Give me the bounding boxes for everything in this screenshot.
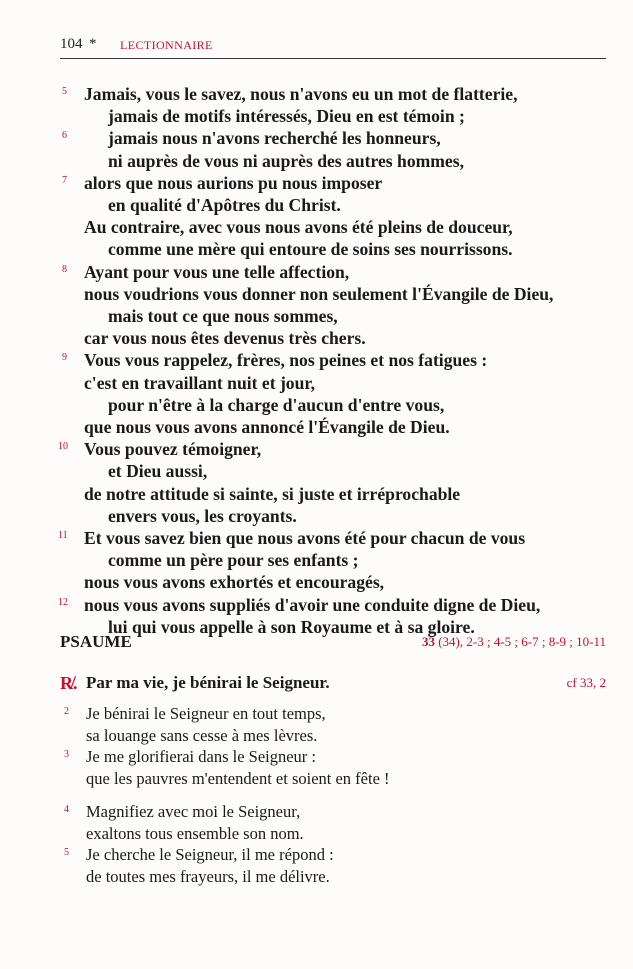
verse-number: 8 <box>62 263 67 275</box>
psalm-verse-number: 5 <box>64 847 69 858</box>
verse-number: 11 <box>58 530 68 541</box>
reading-line: nous voudrions vous donner non seulement l'Évangile de Dieu, <box>84 283 554 304</box>
verse-number: 10 <box>58 441 68 453</box>
psalm-verses: (34), 2-3 ; 4-5 ; 6-7 ; 8-9 ; 10-11 <box>434 634 606 649</box>
reading-line: en qualité d'Apôtres du Christ. <box>108 195 341 215</box>
refrain-reference: cf 33, 2 <box>566 675 606 690</box>
psalm-verse-number: 3 <box>64 749 69 760</box>
psalm-line: de toutes mes frayeurs, il me délivre. <box>86 866 330 886</box>
reading-line: Et vous savez bien que nous avons été pour chacun de vous <box>84 528 526 548</box>
star-mark: * <box>89 36 97 52</box>
reading-line: Au contraire, avec vous nous avons été pleins de douceur, <box>84 217 513 238</box>
psalm-line: Je me glorifierai dans le Seigneur : <box>86 747 317 766</box>
psalm-line: Je cherche le Seigneur, il me répond : <box>86 845 334 864</box>
reading-line: nous vous avons exhortés et encouragés, <box>84 572 385 593</box>
psalm-line: que les pauvres m'entendent et soient en fête ! <box>86 768 390 788</box>
psalm-line: Je bénirai le Seigneur en tout temps, <box>86 704 326 723</box>
reading-line: mais tout ce que nous sommes, <box>108 306 338 326</box>
running-head: LECTIONNAIRE <box>120 38 213 52</box>
reading-line: que nous vous avons annoncé l'Évangile de Dieu. <box>84 417 450 437</box>
reading-line: ni auprès de vous ni auprès des autres hommes, <box>108 150 464 171</box>
psalm-line: sa louange sans cesse à mes lèvres. <box>86 725 318 745</box>
reading-line: Vous vous rappelez, frères, nos peines et nos fatigues : <box>84 350 488 371</box>
verse-number: 6 <box>62 130 67 142</box>
reading-line: car vous nous êtes devenus très chers. <box>84 328 366 349</box>
psalm-reference <box>422 634 606 650</box>
reading-line: lui qui vous appelle à son Royaume et à sa gloire. <box>108 616 475 637</box>
page-number: 104 <box>60 36 83 52</box>
psalm-verse-number: 2 <box>64 706 69 717</box>
reading-line: comme un père pour ses enfants ; <box>108 550 359 571</box>
verse-number: 9 <box>62 352 67 364</box>
reading-line: jamais de motifs intéressés, Dieu en est témoin ; <box>108 106 465 127</box>
refrain-text: Par ma vie, je bénirai le Seigneur. <box>86 673 330 692</box>
reading-line: Jamais, vous le savez, nous n'avons eu un mot de flatterie, <box>84 84 518 104</box>
reading-line: jamais nous n'avons recherché les honneurs, <box>108 128 441 149</box>
reading-line: et Dieu aussi, <box>108 461 208 482</box>
psalm-line: Magnifiez avec moi le Seigneur, <box>86 802 301 821</box>
response-symbol: R̸. <box>60 673 78 693</box>
page-header <box>60 36 606 59</box>
verse-number: 5 <box>62 86 67 97</box>
psalm-number: 33 <box>421 634 435 649</box>
reading-line: de notre attitude si sainte, si juste et irréprochable <box>84 483 461 504</box>
reading-line: envers vous, les croyants. <box>108 505 297 526</box>
reading-line: Vous pouvez témoigner, <box>84 439 262 460</box>
reading-line: alors que nous aurions pu nous imposer <box>84 172 383 193</box>
verse-number: 7 <box>62 174 67 186</box>
verse-number: 12 <box>58 596 68 608</box>
reading-line: Ayant pour vous une telle affection, <box>84 261 350 282</box>
reading-line: nous vous avons suppliés d'avoir une conduite digne de Dieu, <box>84 594 541 615</box>
reading-line: pour n'être à la charge d'aucun d'entre vous, <box>108 394 445 415</box>
reading-line: comme une mère qui entoure de soins ses nourrissons. <box>108 239 513 260</box>
psalm-verse-number: 4 <box>64 804 69 815</box>
psalm-line: exaltons tous ensemble son nom. <box>86 823 304 843</box>
reading-line: c'est en travaillant nuit et jour, <box>84 372 315 393</box>
psalm-heading: PSAUME <box>60 632 132 651</box>
